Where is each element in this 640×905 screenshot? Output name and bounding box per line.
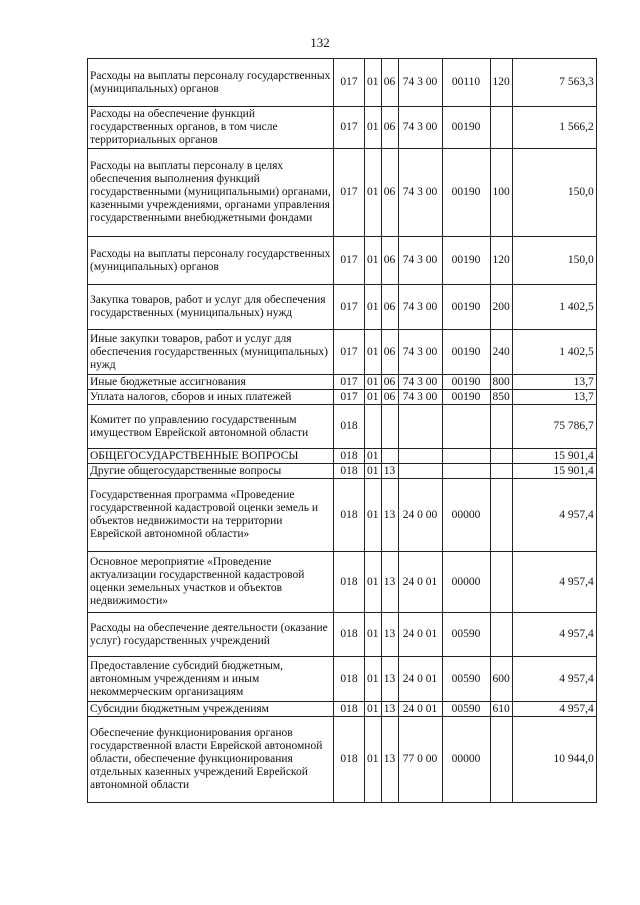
table-row: [88, 285, 597, 330]
row-name: Обеспечение функционирования органов государственной власти Еврейской автономной области, обеспечение функционирования отдельных казенных учреждений Еврейской автономной области: [88, 717, 334, 803]
ministry-code: 017: [334, 330, 365, 375]
subsection-code: 06: [381, 59, 398, 107]
table-row: [88, 390, 597, 405]
row-name: Расходы на обеспечение функций государственных органов, в том числе территориальных органов: [88, 107, 334, 149]
direction-code: 00190: [442, 107, 490, 149]
section-code: 01: [365, 717, 382, 803]
program-code: [398, 449, 442, 464]
direction-code: 00590: [442, 702, 490, 717]
section-code: 01: [365, 479, 382, 552]
ministry-code: 018: [334, 657, 365, 702]
ministry-code: 017: [334, 107, 365, 149]
expense-type-code: [490, 464, 512, 479]
table-row: [88, 717, 597, 803]
expense-type-code: [490, 479, 512, 552]
row-name: Комитет по управлению государственным имуществом Еврейской автономной области: [88, 405, 334, 449]
ministry-code: 018: [334, 552, 365, 613]
subsection-code: [381, 405, 398, 449]
amount: 4 957,4: [512, 552, 596, 613]
ministry-code: 017: [334, 285, 365, 330]
amount: 4 957,4: [512, 479, 596, 552]
table-row: [88, 702, 597, 717]
row-name: Государственная программа «Проведение государственной кадастровой оценки земель и объектов недвижимости на территории Еврейской автономной области»: [88, 479, 334, 552]
program-code: 24 0 00: [398, 479, 442, 552]
ministry-code: 018: [334, 405, 365, 449]
direction-code: 00190: [442, 237, 490, 285]
budget-table: [87, 58, 597, 803]
amount: 75 786,7: [512, 405, 596, 449]
section-code: 01: [365, 330, 382, 375]
amount: 4 957,4: [512, 702, 596, 717]
amount: 150,0: [512, 149, 596, 237]
subsection-code: 13: [381, 464, 398, 479]
amount: 10 944,0: [512, 717, 596, 803]
table-row: [88, 375, 597, 390]
direction-code: 00590: [442, 613, 490, 657]
amount: 4 957,4: [512, 657, 596, 702]
section-code: 01: [365, 285, 382, 330]
table-row: [88, 59, 597, 107]
program-code: 74 3 00: [398, 285, 442, 330]
amount: 13,7: [512, 375, 596, 390]
program-code: 74 3 00: [398, 375, 442, 390]
subsection-code: [381, 449, 398, 464]
ministry-code: 017: [334, 237, 365, 285]
expense-type-code: 610: [490, 702, 512, 717]
program-code: 74 3 00: [398, 107, 442, 149]
subsection-code: 06: [381, 375, 398, 390]
program-code: 24 0 01: [398, 552, 442, 613]
program-code: [398, 405, 442, 449]
row-name: Основное мероприятие «Проведение актуализации государственной кадастровой оценки земельных участков и объектов недвижимости»: [88, 552, 334, 613]
direction-code: 00190: [442, 330, 490, 375]
table-row: [88, 107, 597, 149]
expense-type-code: [490, 107, 512, 149]
amount: 15 901,4: [512, 464, 596, 479]
subsection-code: 06: [381, 237, 398, 285]
section-code: 01: [365, 149, 382, 237]
section-code: 01: [365, 449, 382, 464]
amount: 150,0: [512, 237, 596, 285]
expense-type-code: 800: [490, 375, 512, 390]
direction-code: [442, 405, 490, 449]
direction-code: [442, 464, 490, 479]
section-code: 01: [365, 107, 382, 149]
ministry-code: 018: [334, 702, 365, 717]
subsection-code: 13: [381, 717, 398, 803]
program-code: 74 3 00: [398, 390, 442, 405]
expense-type-code: 120: [490, 59, 512, 107]
ministry-code: 017: [334, 375, 365, 390]
expense-type-code: 120: [490, 237, 512, 285]
ministry-code: 017: [334, 59, 365, 107]
table-row: [88, 479, 597, 552]
subsection-code: 13: [381, 657, 398, 702]
row-name: Субсидии бюджетным учреждениям: [88, 702, 334, 717]
expense-type-code: [490, 717, 512, 803]
table-row: [88, 149, 597, 237]
row-name: Уплата налогов, сборов и иных платежей: [88, 390, 334, 405]
subsection-code: 13: [381, 702, 398, 717]
ministry-code: 017: [334, 149, 365, 237]
subsection-code: 13: [381, 552, 398, 613]
direction-code: 00000: [442, 717, 490, 803]
amount: 1 402,5: [512, 330, 596, 375]
subsection-code: 06: [381, 330, 398, 375]
table-row: [88, 552, 597, 613]
row-name: Расходы на обеспечение деятельности (оказание услуг) государственных учреждений: [88, 613, 334, 657]
amount: 1 402,5: [512, 285, 596, 330]
ministry-code: 017: [334, 390, 365, 405]
direction-code: 00190: [442, 149, 490, 237]
direction-code: 00590: [442, 657, 490, 702]
section-code: 01: [365, 552, 382, 613]
table-row: [88, 464, 597, 479]
program-code: 24 0 01: [398, 657, 442, 702]
expense-type-code: [490, 613, 512, 657]
table-row: [88, 237, 597, 285]
ministry-code: 018: [334, 717, 365, 803]
direction-code: 00110: [442, 59, 490, 107]
subsection-code: 13: [381, 613, 398, 657]
subsection-code: 06: [381, 107, 398, 149]
section-code: 01: [365, 657, 382, 702]
row-name: Предоставление субсидий бюджетным, автономным учреждениям и иным некоммерческим организациям: [88, 657, 334, 702]
amount: 7 563,3: [512, 59, 596, 107]
expense-type-code: 100: [490, 149, 512, 237]
direction-code: 00190: [442, 390, 490, 405]
ministry-code: 018: [334, 613, 365, 657]
program-code: [398, 464, 442, 479]
section-code: 01: [365, 59, 382, 107]
section-code: 01: [365, 702, 382, 717]
amount: 15 901,4: [512, 449, 596, 464]
direction-code: [442, 449, 490, 464]
program-code: 77 0 00: [398, 717, 442, 803]
table-row: [88, 613, 597, 657]
row-name: Другие общегосударственные вопросы: [88, 464, 334, 479]
program-code: 74 3 00: [398, 149, 442, 237]
section-code: 01: [365, 464, 382, 479]
program-code: 74 3 00: [398, 330, 442, 375]
table-row: [88, 657, 597, 702]
ministry-code: 018: [334, 449, 365, 464]
amount: 1 566,2: [512, 107, 596, 149]
row-name: Расходы на выплаты персоналу государственных (муниципальных) органов: [88, 237, 334, 285]
ministry-code: 018: [334, 479, 365, 552]
subsection-code: 06: [381, 390, 398, 405]
section-code: 01: [365, 237, 382, 285]
subsection-code: 06: [381, 149, 398, 237]
expense-type-code: [490, 552, 512, 613]
row-name: Расходы на выплаты персоналу в целях обеспечения выполнения функций государственными (муниципальными) органами, казенными учреждениями, органами управления государственными внебюджетными фондами: [88, 149, 334, 237]
table-row: [88, 330, 597, 375]
program-code: 74 3 00: [398, 59, 442, 107]
section-code: 01: [365, 390, 382, 405]
amount: 13,7: [512, 390, 596, 405]
page-number: 132: [310, 35, 330, 50]
row-name: Иные бюджетные ассигнования: [88, 375, 334, 390]
amount: 4 957,4: [512, 613, 596, 657]
row-name: Закупка товаров, работ и услуг для обеспечения государственных (муниципальных) нужд: [88, 285, 334, 330]
expense-type-code: 200: [490, 285, 512, 330]
expense-type-code: 240: [490, 330, 512, 375]
table-row: [88, 449, 597, 464]
program-code: 24 0 01: [398, 702, 442, 717]
section-code: [365, 405, 382, 449]
row-name: ОБЩЕГОСУДАРСТВЕННЫЕ ВОПРОСЫ: [88, 449, 334, 464]
row-name: Расходы на выплаты персоналу государственных (муниципальных) органов: [88, 59, 334, 107]
expense-type-code: 850: [490, 390, 512, 405]
direction-code: 00190: [442, 375, 490, 390]
program-code: 74 3 00: [398, 237, 442, 285]
program-code: 24 0 01: [398, 613, 442, 657]
expense-type-code: [490, 405, 512, 449]
direction-code: 00000: [442, 552, 490, 613]
section-code: 01: [365, 375, 382, 390]
expense-type-code: 600: [490, 657, 512, 702]
subsection-code: 06: [381, 285, 398, 330]
section-code: 01: [365, 613, 382, 657]
table-row: [88, 405, 597, 449]
direction-code: 00000: [442, 479, 490, 552]
expense-type-code: [490, 449, 512, 464]
row-name: Иные закупки товаров, работ и услуг для обеспечения государственных (муниципальных) нужд: [88, 330, 334, 375]
direction-code: 00190: [442, 285, 490, 330]
subsection-code: 13: [381, 479, 398, 552]
ministry-code: 018: [334, 464, 365, 479]
